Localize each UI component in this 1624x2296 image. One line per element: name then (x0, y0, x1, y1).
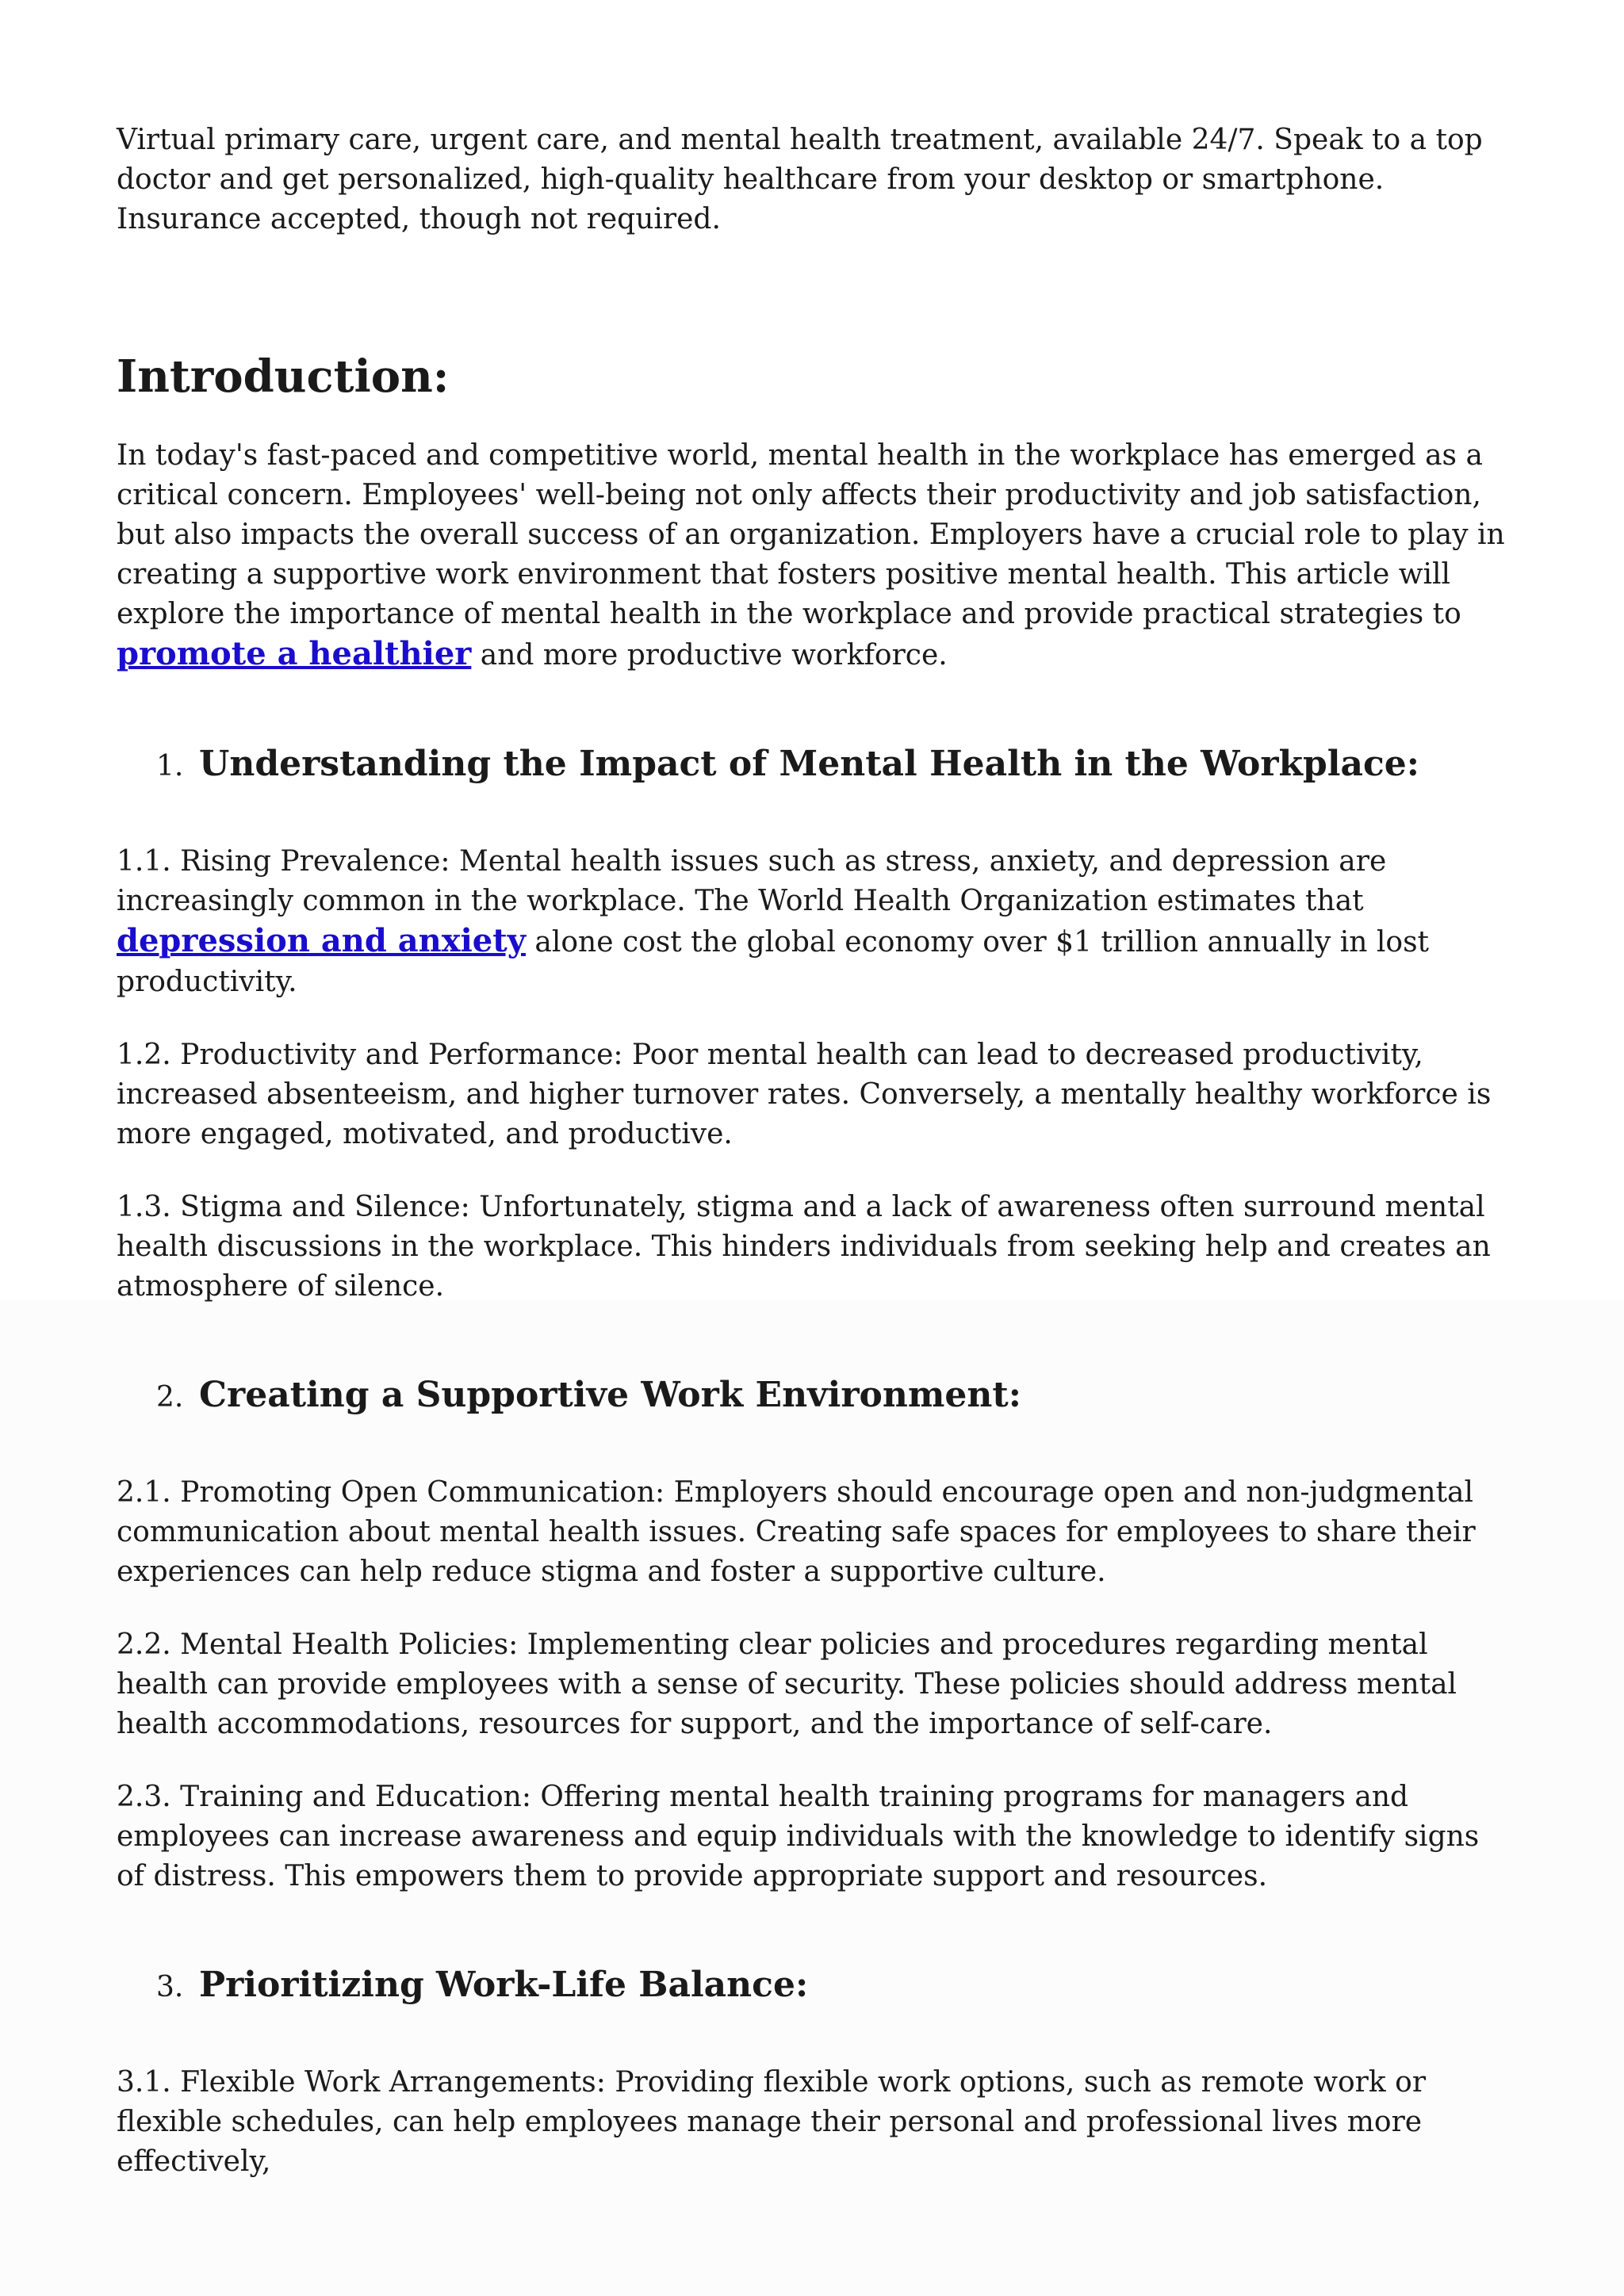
subsection-text-end: alone cost the global economy over $1 trillion annually in lost productivity. (117, 926, 1430, 998)
intro-blurb: Virtual primary care, urgent care, and mental health treatment, available 24/7. Speak to a top doctor and get personalized, high-quality healthcare from your desktop or smartphone. Insurance accepted, though not required. (117, 124, 1483, 235)
subsection-text: 1.1. Rising Prevalence: Mental health issues such as stress, anxiety, and depression are increasingly common in the workplace. The World Health Organization estimates that (117, 845, 1387, 917)
subsection-1-3: 1.3. Stigma and Silence: Unfortunately, stigma and a lack of awareness often surround mental health discussions in the workplace. This hinders individuals from seeking help and creates an atmosphere of silence. (117, 1191, 1491, 1303)
section-number: 3. (156, 1971, 184, 2003)
section-title: Understanding the Impact of Mental Health in the Workplace: (199, 744, 1420, 784)
introduction-heading: Introduction: (117, 350, 450, 403)
section-number: 2. (156, 1381, 184, 1414)
section-heading-2 (117, 1373, 1512, 1418)
introduction-paragraph (117, 436, 1512, 675)
introduction-text: In today's fast-paced and competitive world, mental health in the workplace has emerged as a critical concern. Employees' well-being not only affects their productivity and job satisfaction, but also impacts the overall success of an organization. Employers have a crucial role to play in creating a supportive work environment that fosters positive mental health. This article will explore the importance of mental health in the workplace and provide practical strategies to (117, 439, 1505, 630)
section-heading-3 (117, 1963, 1512, 2007)
subsection-2-3: 2.3. Training and Education: Offering mental health training programs for managers and employees can increase awareness and equip individuals with the knowledge to identify signs of distress. This empowers them to provide appropriate support and resources. (117, 1781, 1480, 1892)
article-content (117, 121, 1512, 2182)
subsection-2-2: 2.2. Mental Health Policies: Implementing clear policies and procedures regarding mental health can provide employees with a sense of security. These policies should address mental health accommodations, resources for support, and the importance of self-care. (117, 1628, 1457, 1740)
introduction-text-end: and more productive workforce. (471, 639, 948, 672)
promote-healthier-link[interactable]: promote a healthier (117, 635, 472, 672)
subsection-3-1: 3.1. Flexible Work Arrangements: Providing flexible work options, such as remote work or flexible schedules, can help employees manage their personal and professional lives more effectively, (117, 2066, 1427, 2178)
subsection-1-1 (117, 842, 1512, 1002)
subsection-1-2: 1.2. Productivity and Performance: Poor mental health can lead to decreased productivity, increased absenteeism, and higher turnover rates. Conversely, a mentally healthy workforce is more engaged, motivated, and productive. (117, 1039, 1492, 1150)
section-number: 1. (156, 750, 184, 783)
section-title: Creating a Supportive Work Environment: (199, 1375, 1021, 1415)
section-title: Prioritizing Work-Life Balance: (199, 1965, 809, 2005)
depression-anxiety-link[interactable]: depression and anxiety (117, 922, 526, 959)
section-heading-1 (117, 742, 1512, 786)
subsection-2-1: 2.1. Promoting Open Communication: Employers should encourage open and non-judgmental communication about mental health issues. Creating safe spaces for employees to share their experiences can help reduce stigma and foster a supportive culture. (117, 1476, 1476, 1588)
